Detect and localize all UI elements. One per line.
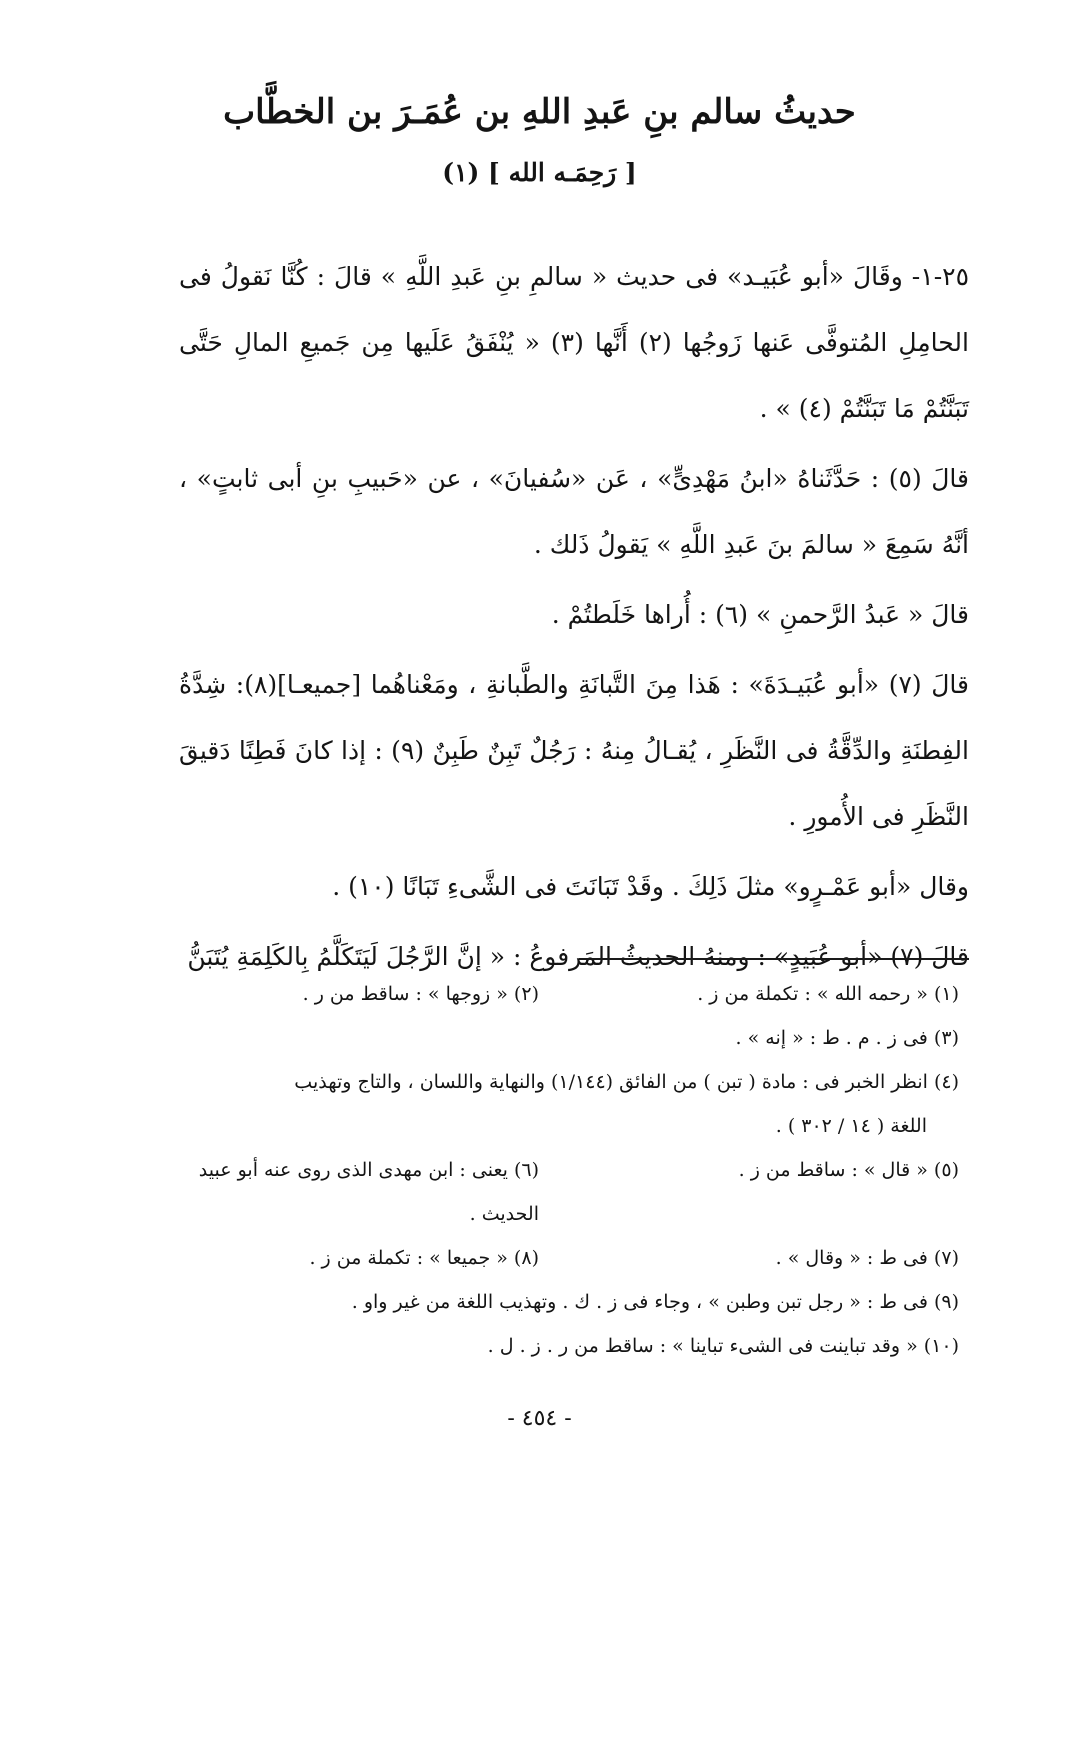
paragraph: ٢٥-١- وقَالَ «أبو عُبَيـد» فى حديث « سالمِ بنِ عَبدِ اللَّهِ » قالَ : كُنَّا نَقولُ فى الحامِلِ المُتوفَّى عَنها زَوجُها (٢) أَنَّها (٣) « يُنْفَقُ عَلَيها مِن جَميعِ المالِ حَتَّى تَبَنَّتُمْ مَا تَبَنَّتُمْ (٤) » . [179, 262, 969, 423]
paragraph: قالَ (٧) «أبو عُبَيدٍ» : ومنهُ الحديثُ المَرفوعُ : « إنَّ الرَّجُلَ لَيَتَكَلَّمُ بِالكَلِمَةِ يُتَبَنُّ [187, 942, 969, 971]
paragraph: قالَ « عَبدُ الرَّحمنِ » (٦) : أُراها خَلَطتُمْ . [551, 600, 969, 629]
footnote: (٣) فى ز . م . ط : « إنه » . [735, 1027, 959, 1049]
footnotes [159, 972, 959, 1368]
footnote: (٧) فى ط : « وقال » . [775, 1247, 959, 1269]
footnote: (٨) « جميعا » : تكملة من ز . [309, 1247, 539, 1269]
footnote: (٦) يعنى : ابن مهدى الذى روى عنه أبو عبيد الحديث . [198, 1159, 539, 1225]
chapter-subtitle: [ رَحِمَـه الله ] (١) [442, 158, 637, 187]
page-number: - ٤٥٤ - [507, 1406, 572, 1431]
footnote: (٥) « قال » : ساقط من ز . [738, 1159, 959, 1181]
main-text [179, 244, 969, 990]
footnote: (١٠) « وقد تباينت فى الشىء تباينا » : ساقط من ر . ز . ل . [487, 1335, 959, 1357]
chapter-title: حديثُ سالم بنِ عَبدِ اللهِ بن عُمَـرَ بن الخطَّاب [223, 92, 856, 132]
footnote: (١) « رحمه الله » : تكملة من ز . [697, 983, 959, 1005]
paragraph: قالَ (٧) «أبو عُبَيـدَةَ» : هَذا مِنَ التَّبانَةِ والطَّبانةِ ، ومَعْناهُما [جميعـا](٨): شِدَّةُ الفِطنَةِ والدِّقَّةُ فى النَّظَرِ ، يُقـالُ مِنهُ : رَجُلٌ تَبِنٌ طَبِنٌ (٩) : إذا كانَ فَطِنًا دَقيقَ النَّظَرِ فى الأُمورِ . [179, 670, 969, 831]
footnote-row [159, 972, 959, 1016]
footnote-continuation: اللغة ( ١٤ / ٣٠٢ ) . [775, 1115, 927, 1137]
footnote-row [159, 1236, 959, 1280]
paragraph: قالَ (٥) : حَدَّثَناهُ «ابنُ مَهْدِىٍّ» ، عَن «سُفيانَ» ، عن «حَبيبِ بنِ أبى ثابتٍ» ، أنَّهُ سَمِعَ « سالمَ بنَ عَبدِ اللَّهِ » يَقولُ ذَلك . [179, 464, 970, 559]
footnote-divider [579, 958, 969, 960]
footnote: (٩) فى ط : « رجل تبن وطبن » ، وجاء فى ز . ك . وتهذيب اللغة من غير واو . [351, 1291, 959, 1313]
footnote: (٤) انظر الخبر فى : مادة ( تبن ) من الفائق (١/١٤٤) والنهاية واللسان ، والتاج وتهذيب [294, 1071, 959, 1093]
footnote: (٢) « زوجها » : ساقط من ر . [302, 983, 539, 1005]
paragraph: وقال «أبو عَمْـرٍو» مثلَ ذَلِكَ . وقَدْ تَبَانَتَ فى الشَّىءِ تَبَانًا (١٠) . [332, 872, 969, 901]
footnote-row [159, 1148, 959, 1236]
